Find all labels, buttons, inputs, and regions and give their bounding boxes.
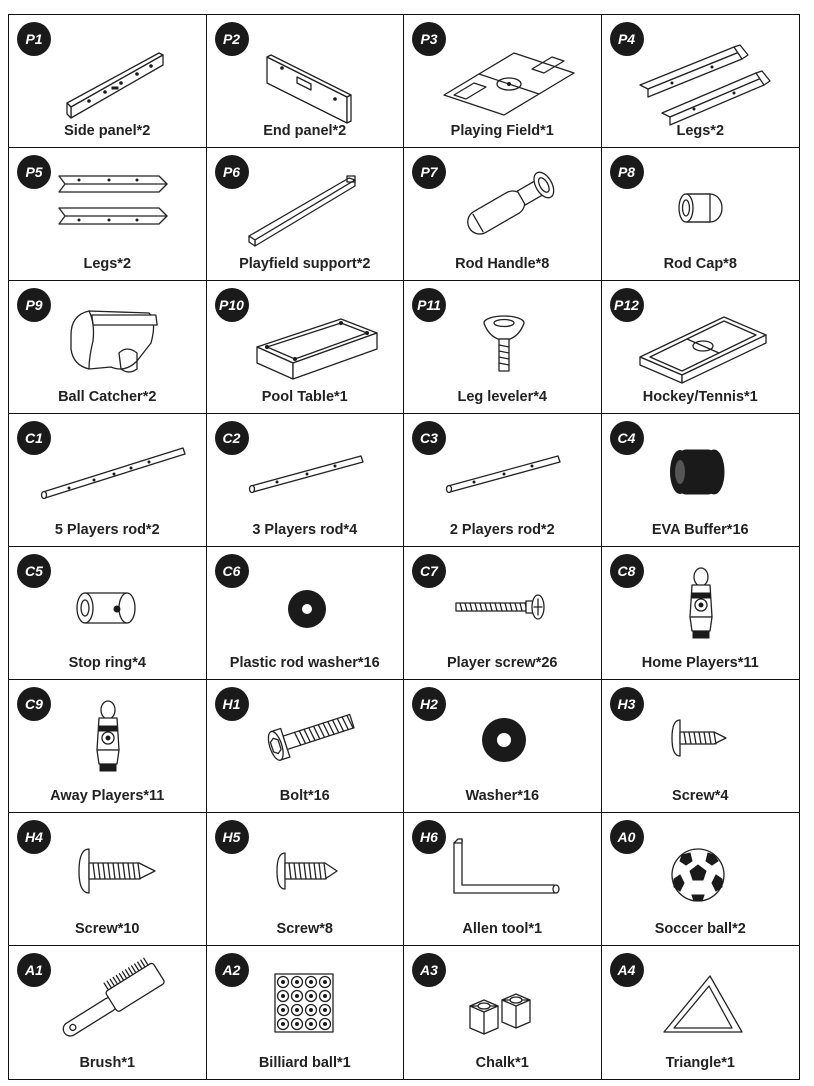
part-cell-c5 [9,547,207,680]
part-label: Chalk*1 [475,1055,529,1071]
part-label: Brush*1 [79,1055,136,1071]
part-label: Triangle*1 [665,1055,735,1071]
part-label: Legs*2 [83,256,132,272]
part-code-badge: P9 [17,288,51,322]
part-cell-p12 [602,281,800,414]
part-label: Bolt*16 [279,788,330,804]
part-code-badge: H1 [215,687,249,721]
part-label: Playing Field*1 [450,123,554,139]
part-code-badge: C8 [610,554,644,588]
part-label: 5 Players rod*2 [54,522,160,538]
part-code-badge: A0 [610,820,644,854]
part-code-badge: H5 [215,820,249,854]
part-code-badge: C4 [610,421,644,455]
part-code-badge: H6 [412,820,446,854]
part-cell-h3 [602,680,800,813]
part-label: Soccer ball*2 [654,921,746,937]
parts-grid [8,14,800,1080]
part-code-badge: P10 [215,288,249,322]
part-cell-a0 [602,813,800,946]
part-code-badge: P11 [412,288,446,322]
part-cell-a3 [404,946,602,1079]
part-label: Playfield support*2 [239,256,371,272]
part-code-badge: A4 [610,953,644,987]
part-label: Pool Table*1 [261,389,348,405]
part-label: Hockey/Tennis*1 [642,389,758,405]
part-label: Side panel*2 [64,123,151,139]
part-label: Leg leveler*4 [457,389,547,405]
part-cell-h5 [207,813,405,946]
part-cell-c8 [602,547,800,680]
part-label: Washer*16 [465,788,540,804]
part-code-badge: C6 [215,554,249,588]
part-code-badge: C1 [17,421,51,455]
part-label: Home Players*11 [641,655,759,671]
part-code-badge: P6 [215,155,249,189]
part-cell-h1 [207,680,405,813]
part-label: Allen tool*1 [462,921,543,937]
part-cell-p4 [602,15,800,148]
part-cell-c3 [404,414,602,547]
part-label: Billiard ball*1 [258,1055,351,1071]
part-label: End panel*2 [263,123,347,139]
part-cell-h2 [404,680,602,813]
part-label: 2 Players rod*2 [449,522,555,538]
part-cell-c6 [207,547,405,680]
part-cell-c7 [404,547,602,680]
part-code-badge: A2 [215,953,249,987]
part-cell-p1 [9,15,207,148]
part-cell-p8 [602,148,800,281]
part-code-badge: P7 [412,155,446,189]
part-cell-c2 [207,414,405,547]
part-cell-p7 [404,148,602,281]
part-code-badge: A3 [412,953,446,987]
part-cell-c1 [9,414,207,547]
part-cell-p11 [404,281,602,414]
part-cell-a2 [207,946,405,1079]
part-code-badge: A1 [17,953,51,987]
part-cell-a4 [602,946,800,1079]
part-cell-p5 [9,148,207,281]
part-code-badge: P2 [215,22,249,56]
part-code-badge: P5 [17,155,51,189]
part-label: EVA Buffer*16 [651,522,749,538]
part-label: Legs*2 [676,123,725,139]
part-code-badge: H4 [17,820,51,854]
part-code-badge: C5 [17,554,51,588]
part-label: Stop ring*4 [68,655,146,671]
part-label: Rod Handle*8 [455,256,550,272]
part-code-badge: P3 [412,22,446,56]
part-label: 3 Players rod*4 [252,522,358,538]
part-cell-p10 [207,281,405,414]
part-code-badge: P12 [610,288,644,322]
part-cell-c4 [602,414,800,547]
part-label: Rod Cap*8 [663,256,737,272]
part-cell-h4 [9,813,207,946]
part-cell-h6 [404,813,602,946]
part-label: Player screw*26 [447,655,558,671]
part-code-badge: P4 [610,22,644,56]
part-code-badge: H2 [412,687,446,721]
part-cell-c9 [9,680,207,813]
part-code-badge: P1 [17,22,51,56]
part-cell-p3 [404,15,602,148]
part-code-badge: C7 [412,554,446,588]
part-cell-p9 [9,281,207,414]
part-label: Ball Catcher*2 [58,389,157,405]
part-label: Screw*10 [75,921,140,937]
part-code-badge: C3 [412,421,446,455]
part-code-badge: C9 [17,687,51,721]
part-cell-p6 [207,148,405,281]
part-code-badge: P8 [610,155,644,189]
part-cell-a1 [9,946,207,1079]
part-code-badge: H3 [610,687,644,721]
part-label: Plastic rod washer*16 [229,655,380,671]
part-code-badge: C2 [215,421,249,455]
part-label: Away Players*11 [50,788,165,804]
part-label: Screw*4 [672,788,729,804]
part-label: Screw*8 [276,921,333,937]
part-cell-p2 [207,15,405,148]
